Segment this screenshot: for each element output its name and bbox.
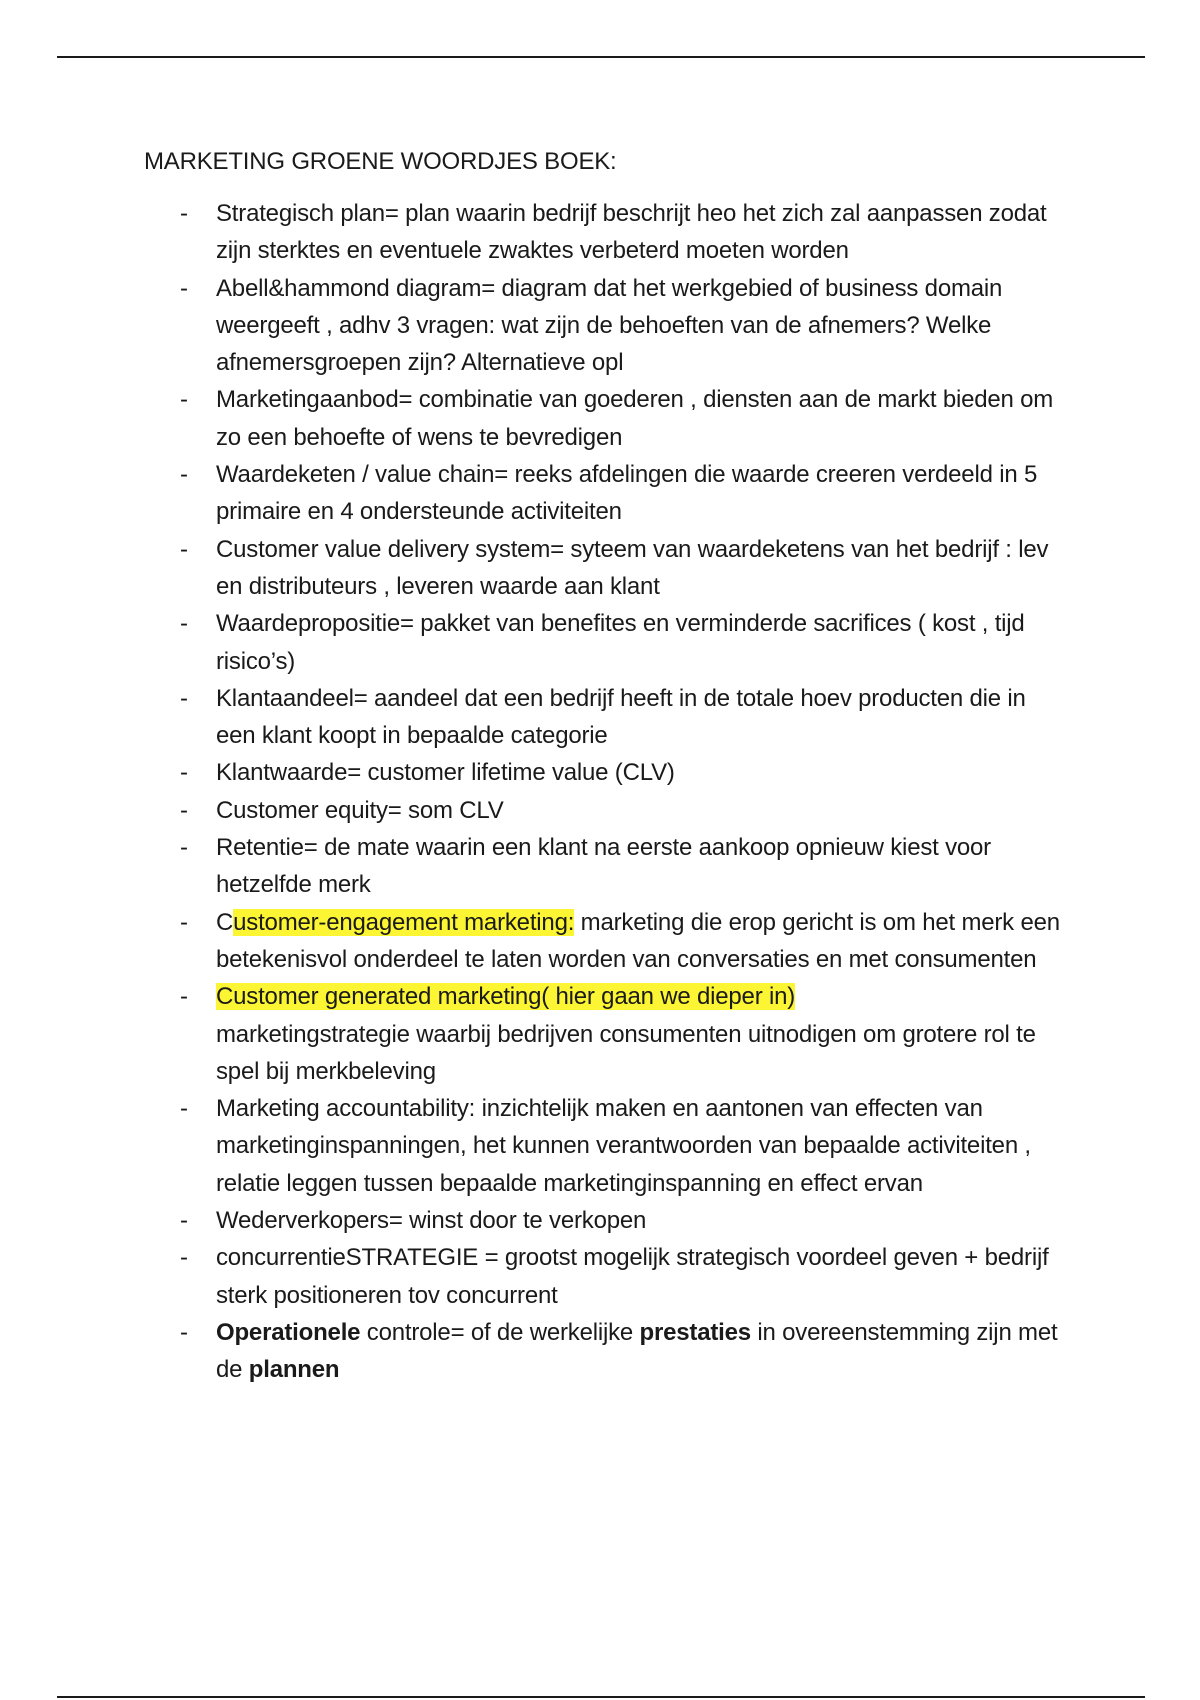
bold-term: prestaties (639, 1318, 751, 1346)
bullet-dash: - (180, 1244, 188, 1272)
bullet-dash: - (180, 796, 188, 824)
bullet-dash: - (180, 1095, 188, 1123)
list-item (144, 270, 1064, 382)
list-item (144, 456, 1064, 531)
top-rule (57, 56, 1145, 58)
list-item (144, 381, 1064, 456)
bullet-dash: - (180, 983, 188, 1011)
highlighted-term: Customer generated marketing( hier gaan we dieper in) (216, 983, 796, 1011)
item-text: marketing die erop gericht is om het merk een betekenisvol onderdeel te laten worden van conversaties en met consumenten (216, 908, 1060, 973)
item-text: Customer value delivery system= syteem van waardeketens van het bedrijf : lev en distributeurs , leveren waarde aan klant (216, 535, 1049, 600)
list-item (144, 1090, 1064, 1202)
page-title: MARKETING GROENE WOORDJES BOEK: (144, 148, 617, 175)
list-item (144, 605, 1064, 680)
bold-term: plannen (248, 1356, 340, 1384)
bullet-dash: - (180, 759, 188, 787)
list-item (144, 754, 1064, 791)
bullet-dash: - (180, 200, 188, 227)
bullet-dash: - (180, 1207, 188, 1235)
list-item (144, 904, 1064, 979)
bullet-dash: - (180, 610, 188, 638)
item-text: Customer equity= som CLV (216, 796, 504, 824)
highlighted-term: ustomer-engagement marketing: (233, 908, 575, 936)
item-text: marketingstrategie waarbij bedrijven consumenten uitnodigen om grotere rol te spel bij merkbeleving (216, 1020, 1036, 1085)
list-item (144, 1202, 1064, 1239)
item-text: in overeenstemming zijn met de (216, 1318, 1058, 1384)
item-lead: C (216, 908, 234, 936)
item-text: Strategisch plan= plan waarin bedrijf beschrijt heo het zich zal aanpassen zodat zijn sterktes en eventuele zwaktes verbeterd moeten worden (216, 200, 1047, 265)
list-item (144, 531, 1064, 606)
item-text: Marketing accountability: inzichtelijk maken en aantonen van effecten van marketinginspanningen, het kunnen verantwoorden van bepaalde activiteiten , relatie leggen tussen bepaalde marketinginspanning en effect ervan (216, 1095, 1031, 1197)
term-list (144, 195, 1064, 1389)
list-item (144, 1314, 1064, 1389)
item-text: Abell&hammond diagram= diagram dat het werkgebied of business domain weergeeft , adhv 3 vragen: wat zijn de behoeften van de afnemers? Welke afnemersgroepen zijn? Alternatieve opl (216, 274, 1003, 377)
bullet-dash: - (180, 684, 188, 712)
list-item (144, 1239, 1064, 1314)
list-item (144, 829, 1064, 904)
item-text: Wederverkopers= winst door te verkopen (216, 1207, 647, 1235)
item-text: Marketingaanbod= combinatie van goederen , diensten aan de markt bieden om zo een behoefte of wens te bevredigen (216, 386, 1054, 451)
item-text: Waardeketen / value chain= reeks afdelingen die waarde creeren verdeeld in 5 primaire en 4 ondersteunde activiteiten (216, 461, 1038, 526)
bullet-dash: - (180, 908, 188, 936)
item-text: Retentie= de mate waarin een klant na eerste aankoop opnieuw kiest voor hetzelfde merk (216, 834, 991, 899)
bullet-dash: - (180, 834, 188, 862)
list-item (144, 978, 1064, 1090)
bottom-rule (57, 1696, 1145, 1698)
list-item (144, 680, 1064, 755)
item-text: concurrentieSTRATEGIE = grootst mogelijk strategisch voordeel geven + bedrijf sterk positioneren tov concurrent (216, 1244, 1049, 1309)
bullet-dash: - (180, 461, 188, 489)
list-item (144, 792, 1064, 829)
bullet-dash: - (180, 386, 188, 414)
bullet-dash: - (180, 535, 188, 563)
bold-term: Operationele (216, 1318, 361, 1346)
list-item (144, 195, 1064, 270)
item-text: controle= of de werkelijke (360, 1318, 640, 1346)
bullet-dash: - (180, 274, 188, 302)
bullet-dash: - (180, 1318, 188, 1346)
item-text: Waardepropositie= pakket van benefites en verminderde sacrifices ( kost , tijd risico’s) (216, 610, 1025, 675)
item-text: Klantaandeel= aandeel dat een bedrijf heeft in de totale hoev producten die in een klant koopt in bepaalde categorie (216, 684, 1026, 750)
item-text: Klantwaarde= customer lifetime value (CLV) (216, 759, 675, 787)
